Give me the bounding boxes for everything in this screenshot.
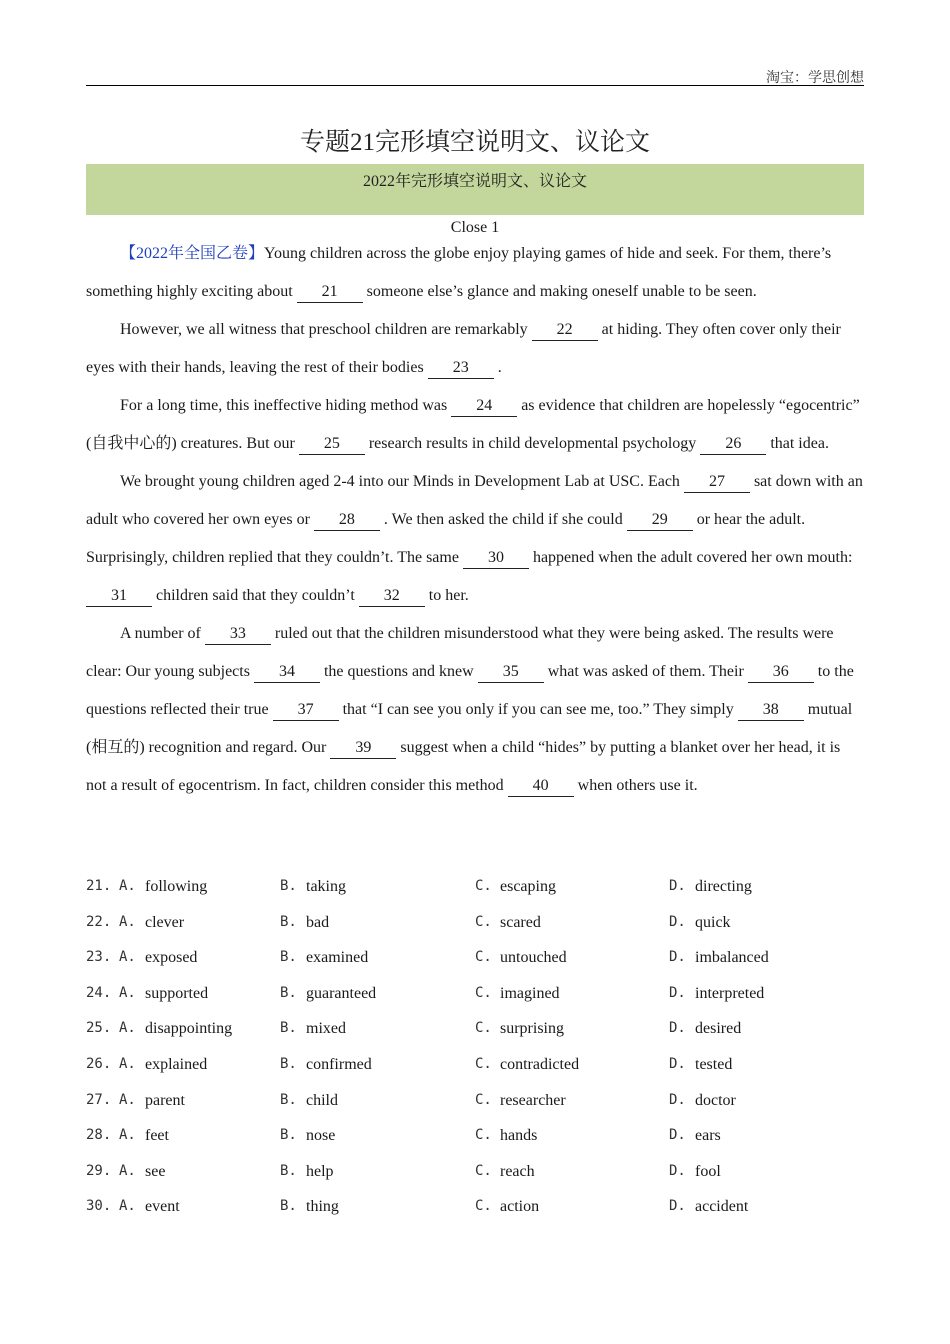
option-row-30	[86, 1192, 864, 1228]
option-a: event	[145, 1198, 180, 1216]
blank-33: 33	[205, 624, 271, 645]
option-b: mixed	[306, 1020, 346, 1038]
blank-29: 29	[627, 510, 693, 531]
option-letter: A.	[119, 1020, 136, 1037]
paragraph-3	[86, 387, 864, 463]
option-letter: C.	[475, 984, 492, 1001]
text: ruled out that the children misunderstood what they were being asked. The results were clear: Our young subjects	[86, 625, 834, 680]
blank-35: 35	[478, 662, 544, 683]
blank-28: 28	[314, 510, 380, 531]
text: to her.	[424, 587, 469, 604]
option-c: escaping	[500, 878, 556, 895]
option-row-25	[86, 1014, 864, 1050]
question-number: 23.	[86, 949, 112, 966]
option-a: clever	[145, 913, 185, 931]
option-letter: A.	[119, 878, 136, 894]
option-c: contradicted	[500, 1055, 580, 1073]
text: research results in child developmental psychology	[364, 435, 701, 452]
option-letter: D.	[669, 984, 686, 1001]
text: .	[493, 359, 502, 376]
blank-26: 26	[700, 434, 766, 455]
text: to the questions reflected their true	[86, 663, 854, 718]
option-letter: C.	[475, 1162, 492, 1179]
question-number: 25.	[86, 1020, 112, 1037]
option-c: reach	[500, 1162, 535, 1180]
paragraph-5	[86, 615, 864, 805]
option-d: quick	[695, 913, 731, 931]
option-c: researcher	[500, 1091, 566, 1109]
option-letter: B.	[280, 1055, 297, 1072]
option-d: interpreted	[695, 984, 765, 1002]
option-letter: B.	[280, 949, 297, 966]
option-row-26	[86, 1050, 864, 1086]
option-letter: B.	[280, 913, 297, 930]
option-row-24	[86, 979, 864, 1015]
option-letter: A.	[119, 1127, 136, 1144]
option-a: feet	[145, 1127, 169, 1145]
option-a: supported	[145, 984, 209, 1002]
text: mutual (相互的) recognition and regard. Our	[86, 701, 853, 756]
question-number: 30.	[86, 1198, 112, 1215]
header-rule	[86, 85, 864, 86]
text: For a long time, this ineffective hiding method was	[120, 397, 452, 414]
option-row-29	[86, 1157, 864, 1193]
option-row-27	[86, 1086, 864, 1122]
option-letter: D.	[669, 1020, 686, 1037]
paragraph-4	[86, 463, 864, 615]
option-a: parent	[145, 1091, 185, 1109]
answer-options	[86, 872, 864, 1228]
header-note: 淘宝：学思创想	[766, 71, 864, 86]
text: Young children across the globe enjoy playing games of hide and seek. For them, there’s something highly exciting about	[86, 245, 832, 300]
option-c: scared	[500, 913, 541, 931]
option-row-22	[86, 908, 864, 944]
option-letter: B.	[280, 984, 297, 1001]
question-number: 22.	[86, 913, 112, 930]
text: A number of	[120, 625, 205, 642]
page-title: 专题21完形填空说明文、议论文	[299, 129, 650, 156]
option-letter: D.	[669, 1162, 686, 1179]
question-number: 26.	[86, 1055, 112, 1072]
option-row-23	[86, 943, 864, 979]
option-a: see	[145, 1162, 166, 1180]
option-a: exposed	[145, 949, 198, 967]
option-letter: C.	[475, 1055, 492, 1072]
text: sat down with an adult who covered her own eyes or	[86, 473, 863, 528]
paragraph-1	[86, 235, 864, 311]
option-c: hands	[500, 1127, 538, 1145]
option-b: bad	[306, 913, 330, 931]
option-b: child	[306, 1091, 338, 1109]
question-number: 29.	[86, 1162, 112, 1179]
option-letter: B.	[280, 1162, 297, 1179]
section-subtitle: 2022年完形填空说明文、议论文	[362, 173, 587, 190]
option-letter: B.	[280, 1127, 297, 1144]
option-b: examined	[306, 949, 369, 967]
option-letter: A.	[119, 913, 136, 930]
option-a: disappointing	[145, 1020, 233, 1038]
option-letter: A.	[119, 984, 136, 1001]
blank-25: 25	[299, 434, 365, 455]
question-number: 28.	[86, 1127, 112, 1144]
option-letter: C.	[475, 913, 492, 930]
blank-36: 36	[748, 662, 814, 683]
option-letter: A.	[119, 1162, 136, 1179]
option-b: nose	[306, 1127, 336, 1145]
option-c: imagined	[500, 984, 560, 1002]
text: happened when the adult covered her own mouth:	[528, 549, 853, 566]
option-d: ears	[695, 1127, 721, 1145]
question-number: 27.	[86, 1091, 112, 1108]
blank-37: 37	[273, 700, 339, 721]
option-letter: D.	[669, 913, 686, 930]
blank-40: 40	[508, 776, 574, 797]
option-letter: C.	[475, 1198, 492, 1215]
option-a: following	[145, 878, 208, 895]
option-b: guaranteed	[306, 984, 377, 1002]
text: that idea.	[766, 435, 829, 452]
text: what was asked of them. Their	[543, 663, 748, 680]
option-letter: B.	[280, 1091, 297, 1108]
question-number: 24.	[86, 984, 112, 1001]
option-row-28	[86, 1121, 864, 1157]
close-label: Close 1	[450, 219, 500, 236]
option-d: imbalanced	[695, 949, 769, 967]
option-d: tested	[695, 1055, 733, 1073]
option-c: action	[500, 1198, 540, 1216]
text: at hiding. They often cover only their eyes with their hands, leaving the rest of their bodies	[86, 321, 841, 376]
blank-34: 34	[254, 662, 320, 683]
text: someone else’s glance and making oneself unable to be seen.	[362, 283, 757, 300]
text: We brought young children aged 2-4 into our Minds in Development Lab at USC. Each	[120, 473, 684, 490]
option-letter: D.	[669, 1198, 686, 1215]
option-letter: A.	[119, 1055, 136, 1072]
option-d: fool	[695, 1162, 721, 1180]
blank-39: 39	[330, 738, 396, 759]
option-letter: A.	[119, 1091, 136, 1108]
option-d: accident	[695, 1198, 749, 1216]
text: children said that they couldn’t	[152, 587, 359, 604]
option-b: help	[306, 1162, 334, 1180]
option-letter: D.	[669, 949, 686, 966]
option-letter: B.	[280, 1198, 297, 1215]
option-letter: B.	[280, 1020, 297, 1037]
text: However, we all witness that preschool children are remarkably	[120, 321, 532, 338]
option-row-21	[86, 872, 864, 908]
option-letter: B.	[280, 878, 297, 894]
option-b: thing	[306, 1198, 339, 1216]
option-letter: C.	[475, 949, 492, 966]
text: as evidence that children are hopelessly “egocentric” (自我中心的) creatures. But our	[86, 397, 860, 452]
source-tag: 【2022年全国乙卷】	[120, 245, 265, 262]
option-d: directing	[695, 878, 752, 895]
text: suggest when a child “hides” by putting a blanket over her head, it is not a result of egocentrism. In fact, children consider this method	[86, 739, 841, 794]
option-b: confirmed	[306, 1055, 372, 1073]
text: that “I can see you only if you can see me, too.” They simply	[338, 701, 738, 718]
section-band	[86, 164, 864, 215]
option-letter: C.	[475, 1020, 492, 1037]
passage	[86, 235, 864, 805]
option-letter: A.	[119, 1198, 136, 1215]
option-letter: D.	[669, 1091, 686, 1108]
option-letter: D.	[669, 1127, 686, 1144]
option-d: doctor	[695, 1091, 736, 1109]
option-letter: D.	[669, 878, 686, 894]
blank-27: 27	[684, 472, 750, 493]
option-letter: C.	[475, 1127, 492, 1144]
text: when others use it.	[573, 777, 698, 794]
text: or hear the adult. Surprisingly, children replied that they couldn’t. The same	[86, 511, 806, 566]
blank-31: 31	[86, 586, 152, 607]
blank-23: 23	[428, 358, 494, 379]
blank-22: 22	[532, 320, 598, 341]
option-letter: C.	[475, 878, 492, 894]
blank-38: 38	[738, 700, 804, 721]
option-b: taking	[306, 878, 346, 895]
option-c: untouched	[500, 949, 567, 967]
text: the questions and knew	[319, 663, 478, 680]
option-c: surprising	[500, 1020, 564, 1038]
text: . We then asked the child if she could	[379, 511, 627, 528]
paragraph-2	[86, 311, 864, 387]
blank-21: 21	[297, 282, 363, 303]
blank-32: 32	[359, 586, 425, 607]
blank-30: 30	[463, 548, 529, 569]
option-a: explained	[145, 1055, 208, 1073]
option-letter: C.	[475, 1091, 492, 1108]
option-d: desired	[695, 1020, 742, 1038]
blank-24: 24	[451, 396, 517, 417]
question-number: 21.	[86, 878, 112, 894]
option-letter: D.	[669, 1055, 686, 1072]
option-letter: A.	[119, 949, 136, 966]
